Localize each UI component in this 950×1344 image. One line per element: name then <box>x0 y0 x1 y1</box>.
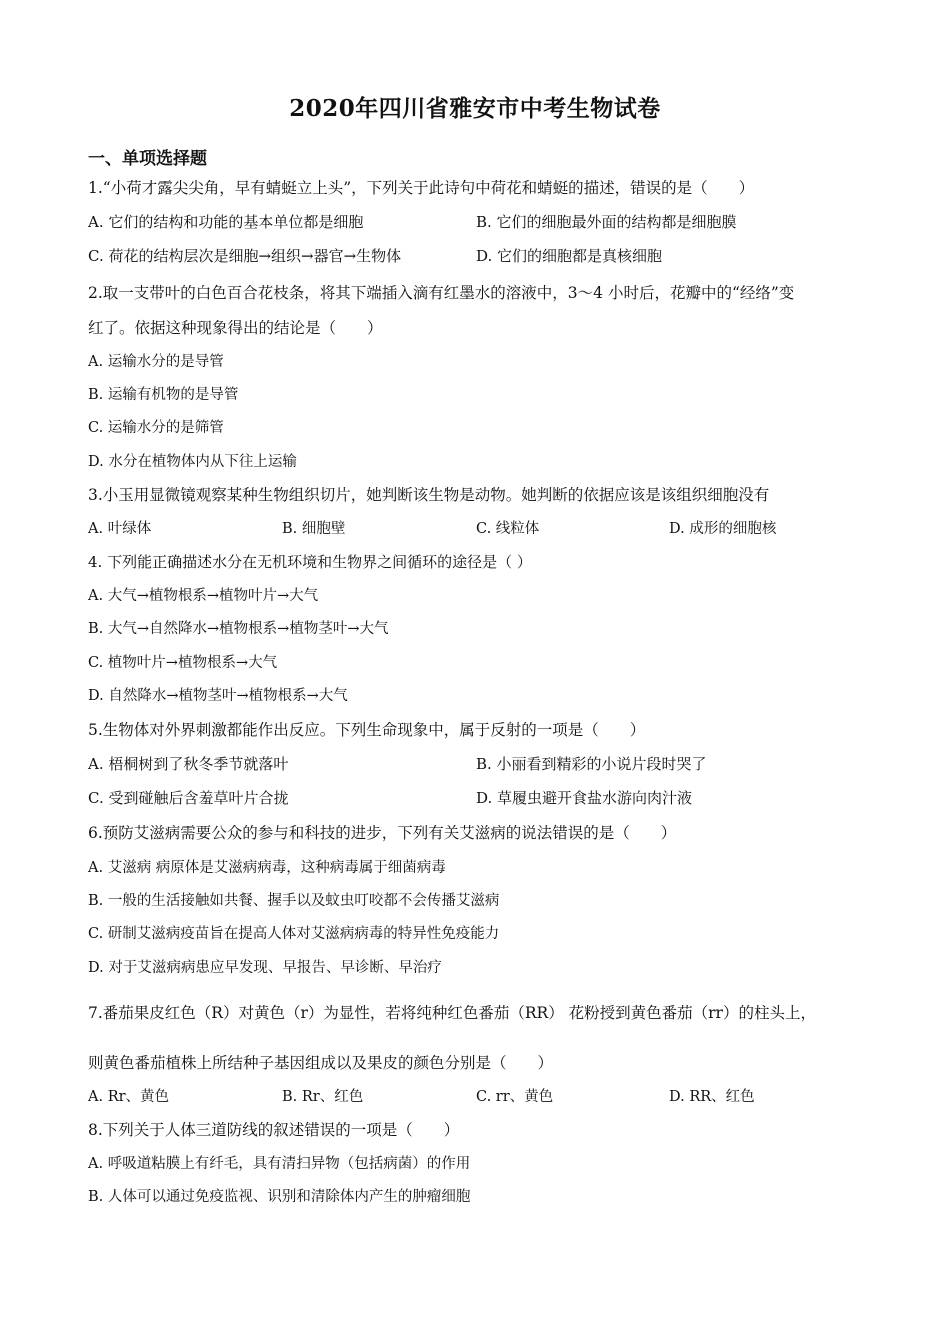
question-1-option-a: A. 它们的结构和功能的基本单位都是细胞 <box>88 213 364 231</box>
question-3-option-a: A. 叶绿体 <box>88 521 152 537</box>
question-6-option-c: C. 研制艾滋病疫苗旨在提高人体对艾滋病病毒的特异性免疫能力 <box>88 926 500 942</box>
question-7-option-c: C. rr、黄色 <box>476 1089 554 1105</box>
question-2-option-d: D. 水分在植物体内从下往上运输 <box>88 454 297 470</box>
question-1-option-c: C. 荷花的结构层次是细胞→组织→器官→生物体 <box>88 247 402 265</box>
question-6-option-d: D. 对于艾滋病病患应早发现、早报告、早诊断、早治疗 <box>88 960 442 976</box>
question-7-stem-line1: 7.番茄果皮红色（R）对黄色（r）为显性，若将纯种红色番茄（RR） 花粉授到黄色番茄（rr）的柱头上， <box>88 1004 816 1022</box>
question-2-stem-line2: 红了。依据这种现象得出的结论是（ ） <box>88 319 383 337</box>
question-5-option-b: B. 小丽看到精彩的小说片段时哭了 <box>476 755 707 773</box>
question-2-option-c: C. 运输水分的是筛管 <box>88 420 224 436</box>
question-5-option-a: A. 梧桐树到了秋冬季节就落叶 <box>88 755 289 773</box>
question-4-option-a: A. 大气→植物根系→植物叶片→大气 <box>88 588 319 604</box>
question-5-option-c: C. 受到碰触后含羞草叶片合拢 <box>88 789 289 807</box>
question-5-stem: 5.生物体对外界刺激都能作出反应。下列生命现象中，属于反射的一项是（ ） <box>88 721 646 739</box>
page-title: 2020年四川省雅安市中考生物试卷 <box>289 95 661 122</box>
question-7-option-b: B. Rr、红色 <box>282 1089 364 1105</box>
question-3-option-b: B. 细胞壁 <box>282 521 346 537</box>
question-2-option-b: B. 运输有机物的是导管 <box>88 387 239 403</box>
question-8-option-a: A. 呼吸道粘膜上有纤毛，具有清扫异物（包括病菌）的作用 <box>88 1156 471 1172</box>
question-8-option-b: B. 人体可以通过免疫监视、识别和清除体内产生的肿瘤细胞 <box>88 1189 471 1205</box>
question-4-stem: 4. 下列能正确描述水分在无机环境和生物界之间循环的途径是（ ） <box>88 553 532 571</box>
question-6-option-b: B. 一般的生活接触如共餐、握手以及蚊虫叮咬都不会传播艾滋病 <box>88 893 500 909</box>
question-1-option-d: D. 它们的细胞都是真核细胞 <box>476 247 663 265</box>
question-8-stem: 8.下列关于人体三道防线的叙述错误的一项是（ ） <box>88 1121 460 1139</box>
question-1-option-b: B. 它们的细胞最外面的结构都是细胞膜 <box>476 213 737 231</box>
question-5-option-d: D. 草履虫避开食盐水游向肉汁液 <box>476 789 693 807</box>
question-1-stem: 1.“小荷才露尖尖角，早有蜻蜓立上头”，下列关于此诗句中荷花和蜻蜓的描述，错误的是（ ） <box>88 179 755 197</box>
section-heading: 一、单项选择题 <box>88 149 207 169</box>
question-4-option-b: B. 大气→自然降水→植物根系→植物茎叶→大气 <box>88 621 389 637</box>
question-2-stem-line1: 2.取一支带叶的白色百合花枝条，将其下端插入滴有红墨水的溶液中，3～4 小时后，花瓣中的“经络”变 <box>88 284 795 302</box>
question-7-option-d: D. RR、红色 <box>669 1089 755 1105</box>
question-4-option-c: C. 植物叶片→植物根系→大气 <box>88 655 278 671</box>
question-6-option-a: A. 艾滋病 病原体是艾滋病病毒，这种病毒属于细菌病毒 <box>88 860 446 876</box>
question-6-stem: 6.预防艾滋病需要公众的参与和科技的进步，下列有关艾滋病的说法错误的是（ ） <box>88 824 677 842</box>
question-3-option-d: D. 成形的细胞核 <box>669 521 777 537</box>
question-7-option-a: A. Rr、黄色 <box>88 1089 170 1105</box>
question-7-stem-line2: 则黄色番茄植株上所结种子基因组成以及果皮的颜色分别是（ ） <box>88 1054 554 1072</box>
question-4-option-d: D. 自然降水→植物茎叶→植物根系→大气 <box>88 688 348 704</box>
question-3-option-c: C. 线粒体 <box>476 521 540 537</box>
question-3-stem: 3.小玉用显微镜观察某种生物组织切片，她判断该生物是动物。她判断的依据应该是该组织细胞没有 <box>88 486 770 504</box>
question-2-option-a: A. 运输水分的是导管 <box>88 354 224 370</box>
